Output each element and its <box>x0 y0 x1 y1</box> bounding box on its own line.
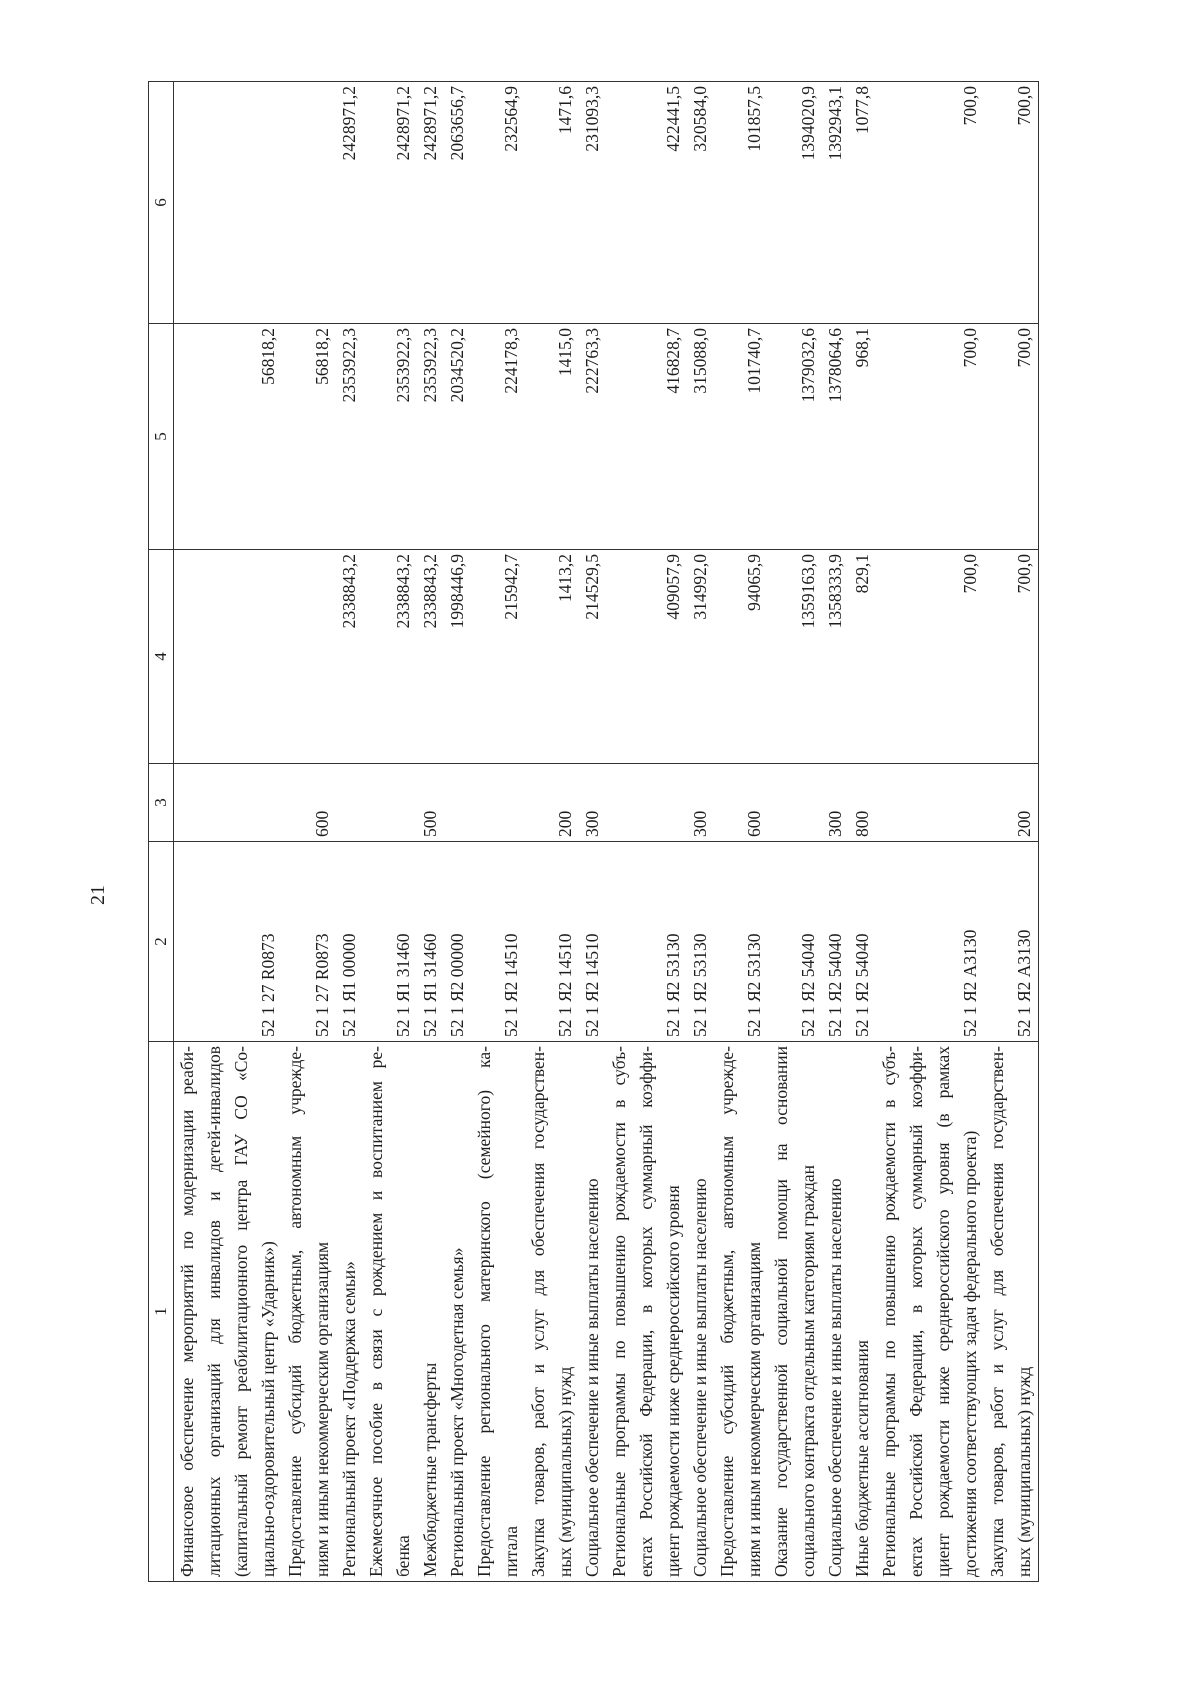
amount-year-3-cell: 700,0 <box>876 82 984 324</box>
row-name-line: достижения соответствующих задач федерального проекта) <box>960 1130 980 1577</box>
row-name-line: ектах Российской Федерации, в которых суммарный коэффи- <box>906 1046 926 1577</box>
row-name-cell <box>174 1042 283 1582</box>
amount-year-1-cell: 314992,0 <box>687 550 714 764</box>
row-name-line: Закупка товаров, работ и услуг для обеспечения государствен- <box>528 1046 548 1577</box>
row-name-cell <box>984 1042 1039 1582</box>
row-name-line: Региональные программы по повышению рождаемости в субъ- <box>609 1046 629 1577</box>
amount-year-1-cell: 409057,9 <box>606 550 687 764</box>
row-name-line: Региональный проект «Многодетная семья» <box>447 1247 467 1577</box>
row-name-line: Предоставление субсидий бюджетным, автономным учрежде- <box>717 1046 737 1577</box>
classification-code-cell: 52 1 Я2 14510 <box>471 842 525 1042</box>
row-name-cell <box>849 1042 876 1582</box>
amount-year-2-cell: 56818,2 <box>282 324 336 550</box>
amount-year-3-cell: 2428971,2 <box>417 82 444 324</box>
row-name-cell <box>525 1042 579 1582</box>
classification-code-cell: 52 1 Я2 А3130 <box>876 842 984 1042</box>
row-name-cell <box>687 1042 714 1582</box>
row-name-line: Закупка товаров, работ и услуг для обеспечения государствен- <box>987 1046 1007 1577</box>
row-name-cell <box>282 1042 336 1582</box>
classification-code-cell: 52 1 Я2 53130 <box>714 842 768 1042</box>
expense-type-cell: 200 <box>525 764 579 842</box>
amount-year-1-cell: 215942,7 <box>471 550 525 764</box>
column-header-code: 2 <box>149 842 174 1042</box>
expense-type-cell <box>876 764 984 842</box>
page-number: 21 <box>87 885 109 905</box>
row-name-cell <box>471 1042 525 1582</box>
classification-code-cell: 52 1 Я1 31460 <box>363 842 417 1042</box>
amount-year-3-cell: 2428971,2 <box>363 82 417 324</box>
table-body <box>174 82 1039 1582</box>
table-row <box>579 82 606 1582</box>
amount-year-3-cell: 1392943,1 <box>822 82 849 324</box>
amount-year-2-cell: 224178,3 <box>471 324 525 550</box>
row-name-line: ных (муниципальных) нужд <box>555 1366 575 1577</box>
expense-type-cell <box>174 764 283 842</box>
amount-year-3-cell: 1394020,9 <box>768 82 822 324</box>
amount-year-1-cell: 2338843,2 <box>363 550 417 764</box>
amount-year-2-cell: 2353922,3 <box>363 324 417 550</box>
row-name-line: Региональные программы по повышению рождаемости в субъ- <box>879 1046 899 1577</box>
classification-code-cell: 52 1 Я1 31460 <box>417 842 444 1042</box>
table-row <box>525 82 579 1582</box>
amount-year-3-cell <box>282 82 336 324</box>
amount-year-2-cell: 315088,0 <box>687 324 714 550</box>
expense-type-cell: 600 <box>282 764 336 842</box>
amount-year-2-cell: 416828,7 <box>606 324 687 550</box>
expense-type-cell <box>444 764 471 842</box>
row-name-cell <box>579 1042 606 1582</box>
row-name-cell <box>363 1042 417 1582</box>
table-row <box>336 82 363 1582</box>
row-name-line: Иные бюджетные ассигнования <box>852 1340 872 1577</box>
row-name-line: циально-оздоровительный центр «Ударник») <box>258 1241 278 1577</box>
amount-year-1-cell: 214529,5 <box>579 550 606 764</box>
classification-code-cell: 52 1 Я1 00000 <box>336 842 363 1042</box>
classification-code-cell: 52 1 Я2 54040 <box>849 842 876 1042</box>
row-name-cell <box>714 1042 768 1582</box>
amount-year-1-cell: 700,0 <box>876 550 984 764</box>
expense-type-cell: 300 <box>822 764 849 842</box>
amount-year-2-cell: 1379032,6 <box>768 324 822 550</box>
table-row <box>363 82 417 1582</box>
amount-year-2-cell: 700,0 <box>876 324 984 550</box>
amount-year-3-cell: 231093,3 <box>579 82 606 324</box>
table-row <box>822 82 849 1582</box>
table-row <box>984 82 1039 1582</box>
row-name-line: бенка <box>393 1535 413 1577</box>
classification-code-cell: 52 1 Я2 53130 <box>687 842 714 1042</box>
classification-code-cell: 52 1 Я2 54040 <box>768 842 822 1042</box>
column-header-year-3: 6 <box>149 82 174 324</box>
expense-type-cell <box>471 764 525 842</box>
table-row <box>417 82 444 1582</box>
row-name-line: литационных организаций для инвалидов и детей-инвалидов <box>204 1046 224 1577</box>
amount-year-2-cell: 1378064,6 <box>822 324 849 550</box>
expense-type-cell: 300 <box>579 764 606 842</box>
amount-year-1-cell: 1998446,9 <box>444 550 471 764</box>
column-header-year-2: 5 <box>149 324 174 550</box>
row-name-cell <box>417 1042 444 1582</box>
row-name-line: питала <box>501 1525 521 1577</box>
row-name-line: (капитальный ремонт реабилитационного центра ГАУ СО «Со- <box>231 1046 251 1577</box>
row-name-line: Оказание государственной социальной помощи на основании <box>771 1046 791 1577</box>
table-row <box>687 82 714 1582</box>
row-name-line: ниям и иным некоммерческим организациям <box>312 1241 332 1577</box>
amount-year-1-cell: 700,0 <box>984 550 1039 764</box>
amount-year-2-cell: 2034520,2 <box>444 324 471 550</box>
row-name-line: Ежемесячное пособие в связи с рождением и воспитанием ре- <box>366 1046 386 1577</box>
classification-code-cell: 52 1 Я2 54040 <box>822 842 849 1042</box>
column-header-expense-type: 3 <box>149 764 174 842</box>
amount-year-3-cell: 2428971,2 <box>336 82 363 324</box>
amount-year-1-cell: 1358333,9 <box>822 550 849 764</box>
classification-code-cell: 52 1 Я2 14510 <box>525 842 579 1042</box>
amount-year-2-cell: 968,1 <box>849 324 876 550</box>
amount-year-2-cell: 1415,0 <box>525 324 579 550</box>
amount-year-3-cell: 101857,5 <box>714 82 768 324</box>
amount-year-3-cell: 320584,0 <box>687 82 714 324</box>
row-name-line: социального контракта отдельным категориям граждан <box>798 1164 818 1577</box>
amount-year-2-cell: 2353922,3 <box>336 324 363 550</box>
expense-type-cell <box>363 764 417 842</box>
row-name-line: Межбюджетные трансферты <box>420 1362 440 1577</box>
expense-type-cell: 200 <box>984 764 1039 842</box>
row-name-line: циент рождаемости ниже среднероссийского уровня <box>663 1185 683 1577</box>
amount-year-3-cell: 422441,5 <box>606 82 687 324</box>
amount-year-3-cell <box>174 82 283 324</box>
table-row <box>282 82 336 1582</box>
amount-year-3-cell: 1077,8 <box>849 82 876 324</box>
row-name-line: ектах Российской Федерации, в которых суммарный коэффи- <box>636 1046 656 1577</box>
amount-year-2-cell: 101740,7 <box>714 324 768 550</box>
classification-code-cell: 52 1 27 R0873 <box>174 842 283 1042</box>
amount-year-1-cell <box>282 550 336 764</box>
amount-year-1-cell <box>174 550 283 764</box>
row-name-line: ных (муниципальных) нужд <box>1014 1366 1034 1577</box>
amount-year-3-cell: 232564,9 <box>471 82 525 324</box>
row-name-line: циент рождаемости ниже среднероссийского уровня (в рамках <box>933 1046 953 1577</box>
row-name-cell <box>822 1042 849 1582</box>
amount-year-1-cell: 1359163,0 <box>768 550 822 764</box>
table-header-row <box>149 82 174 1582</box>
row-name-cell <box>444 1042 471 1582</box>
expense-type-cell: 600 <box>714 764 768 842</box>
expense-type-cell: 500 <box>417 764 444 842</box>
amount-year-2-cell: 700,0 <box>984 324 1039 550</box>
column-header-year-1: 4 <box>149 550 174 764</box>
expense-type-cell <box>336 764 363 842</box>
amount-year-2-cell: 56818,2 <box>174 324 283 550</box>
row-name-cell <box>606 1042 687 1582</box>
budget-table <box>148 81 1039 1582</box>
amount-year-1-cell: 1413,2 <box>525 550 579 764</box>
expense-type-cell: 300 <box>687 764 714 842</box>
amount-year-1-cell: 94065,9 <box>714 550 768 764</box>
row-name-line: Социальное обеспечение и иные выплаты населению <box>690 1178 710 1577</box>
row-name-cell <box>336 1042 363 1582</box>
amount-year-2-cell: 2353922,3 <box>417 324 444 550</box>
table-row <box>714 82 768 1582</box>
table-row <box>876 82 984 1582</box>
amount-year-3-cell: 700,0 <box>984 82 1039 324</box>
expense-type-cell <box>606 764 687 842</box>
amount-year-1-cell: 2338843,2 <box>417 550 444 764</box>
classification-code-cell: 52 1 Я2 53130 <box>606 842 687 1042</box>
row-name-line: Социальное обеспечение и иные выплаты населению <box>825 1178 845 1577</box>
amount-year-2-cell: 222763,3 <box>579 324 606 550</box>
table-row <box>471 82 525 1582</box>
row-name-cell <box>876 1042 984 1582</box>
row-name-line: Социальное обеспечение и иные выплаты населению <box>582 1178 602 1577</box>
table-row <box>606 82 687 1582</box>
rotated-page-content <box>148 82 1198 1582</box>
row-name-line: Финансовое обеспечение мероприятий по модернизации реаби- <box>177 1046 197 1577</box>
row-name-line: Предоставление регионального материнского (семейного) ка- <box>474 1046 494 1577</box>
amount-year-1-cell: 2338843,2 <box>336 550 363 764</box>
table-row <box>444 82 471 1582</box>
table-row <box>849 82 876 1582</box>
row-name-line: Предоставление субсидий бюджетным, автономным учрежде- <box>285 1046 305 1577</box>
classification-code-cell: 52 1 27 R0873 <box>282 842 336 1042</box>
amount-year-3-cell: 2063656,7 <box>444 82 471 324</box>
expense-type-cell: 800 <box>849 764 876 842</box>
classification-code-cell: 52 1 Я2 00000 <box>444 842 471 1042</box>
row-name-cell <box>768 1042 822 1582</box>
table-row <box>768 82 822 1582</box>
classification-code-cell: 52 1 Я2 А3130 <box>984 842 1039 1042</box>
row-name-line: Региональный проект «Поддержка семьи» <box>339 1261 359 1577</box>
amount-year-1-cell: 829,1 <box>849 550 876 764</box>
column-header-name: 1 <box>149 1042 174 1582</box>
table-row <box>174 82 283 1582</box>
amount-year-3-cell: 1471,6 <box>525 82 579 324</box>
row-name-line: ниям и иным некоммерческим организациям <box>744 1241 764 1577</box>
classification-code-cell: 52 1 Я2 14510 <box>579 842 606 1042</box>
expense-type-cell <box>768 764 822 842</box>
